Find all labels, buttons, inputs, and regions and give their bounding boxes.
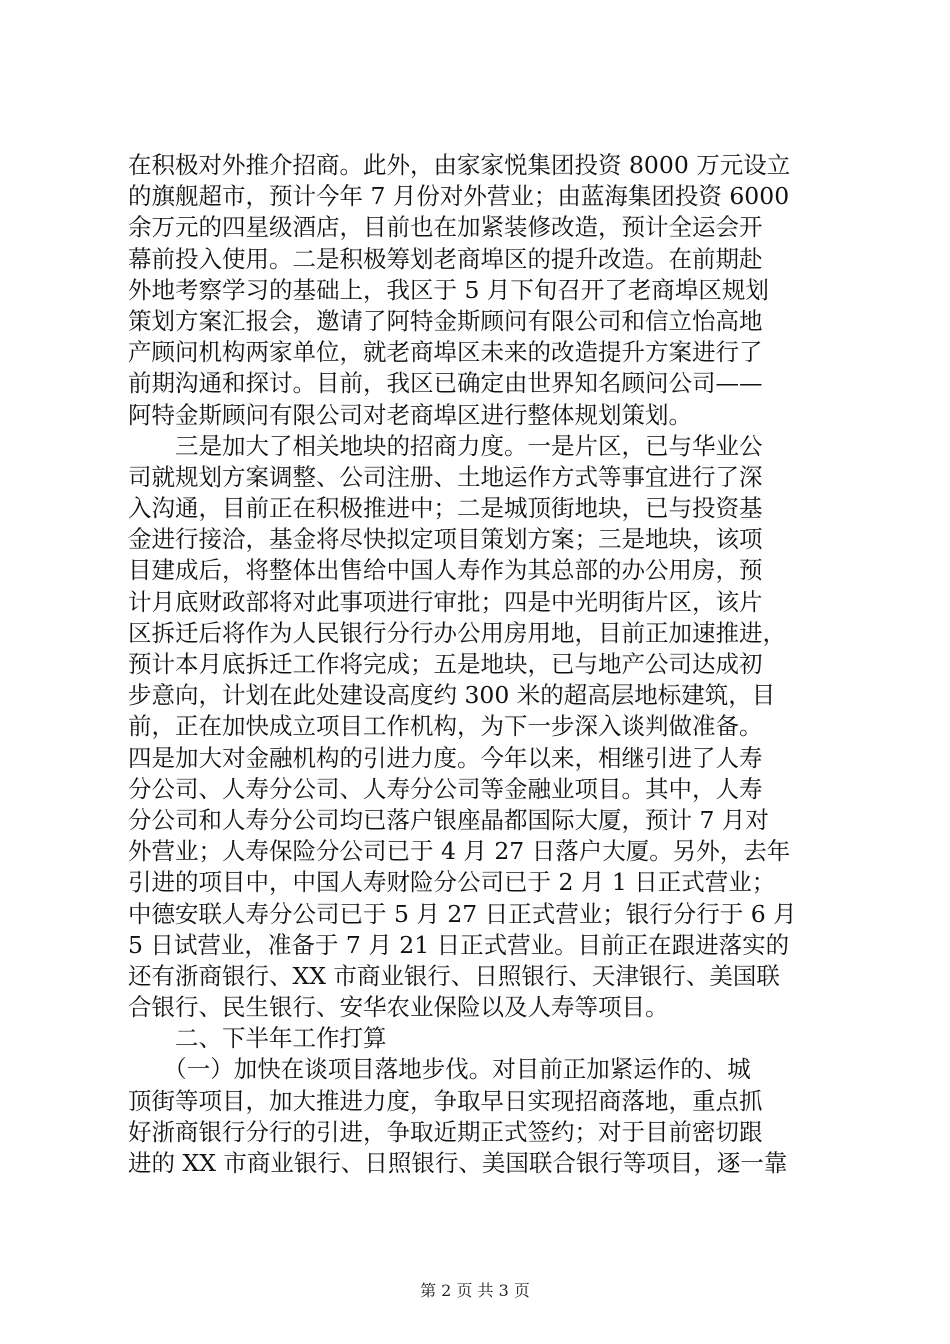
text-line: 阿特金斯顾问有限公司对老商埠区进行整体规划策划。 [128,400,692,429]
text-line: 中德安联人寿分公司已于 5 月 27 日正式营业；银行分行于 6 月 [128,899,797,928]
text-line: 司就规划方案调整、公司注册、土地运作方式等事宜进行了深 [128,462,763,491]
text-line: 合银行、民生银行、安华农业保险以及人寿等项目。 [128,993,669,1022]
text-line: 策划方案汇报会，邀请了阿特金斯顾问有限公司和信立怡高地 [128,306,763,335]
text-line: 的旗舰超市，预计今年 7 月份对外营业；由蓝海集团投资 6000 [128,182,790,211]
text-line: 预计本月底拆迁工作将完成；五是地块，已与地产公司达成初 [128,650,763,678]
text-line: 还有浙商银行、XX 市商业银行、日照银行、天津银行、美国联 [128,961,780,990]
text-line: 进的 XX 市商业银行、日照银行、美国联合银行等项目，逐一靠 [128,1149,788,1177]
text-line: 分公司、人寿分公司、人寿分公司等金融业项目。其中，人寿 [128,774,763,803]
text-line: 余万元的四星级酒店，目前也在加紧装修改造，预计全运会开 [128,213,763,242]
text-line: （一）加快在谈项目落地步伐。对目前正加紧运作的、城 [128,1055,751,1084]
text-line: 幕前投入使用。二是积极筹划老商埠区的提升改造。在前期赴 [128,244,763,273]
text-line: 目建成后，将整体出售给中国人寿作为其总部的办公用房，预 [128,556,763,585]
text-line: 好浙商银行分行的引进，争取近期正式签约；对于目前密切跟 [128,1117,763,1146]
text-line: 计月底财政部将对此事项进行审批；四是中光明街片区，该片 [128,587,763,616]
text-line: 5 日试营业，准备于 7 月 21 日正式营业。目前正在跟进落实的 [128,930,790,959]
text-line: 入沟通，目前正在积极推进中；二是城顶街地块，已与投资基 [128,494,763,523]
text-line: 引进的项目中，中国人寿财险分公司已于 2 月 1 日正式营业； [128,868,776,897]
text-line: 外地考察学习的基础上，我区于 5 月下旬召开了老商埠区规划 [128,275,769,304]
text-line: 前期沟通和探讨。目前，我区已确定由世界知名顾问公司—— [128,369,763,398]
text-line: 顶街等项目，加大推进力度，争取早日实现招商落地，重点抓 [128,1086,763,1115]
document-body [128,150,840,1179]
text-line: 三是加大了相关地块的招商力度。一是片区，已与华业公 [128,431,763,460]
text-line: 二、下半年工作打算 [128,1024,387,1053]
text-line: 外营业；人寿保险分公司已于 4 月 27 日落户大厦。另外，去年 [128,837,791,866]
text-line: 产顾问机构两家单位，就老商埠区未来的改造提升方案进行了 [128,338,763,367]
text-line: 四是加大对金融机构的引进力度。今年以来，相继引进了人寿 [128,743,763,772]
text-line: 在积极对外推介招商。此外，由家家悦集团投资 8000 万元设立 [128,151,791,179]
text-line: 区拆迁后将作为人民银行分行办公用房用地，目前正加速推进， [128,618,786,647]
text-line: 前，正在加快成立项目工作机构，为下一步深入谈判做准备。 [128,712,763,741]
page-footer: 第 2 页 共 3 页 [420,1281,530,1300]
text-line: 分公司和人寿分公司均已落户银座晶都国际大厦，预计 7 月对 [128,805,769,834]
text-line: 步意向，计划在此处建设高度约 300 米的超高层地标建筑，目 [128,681,776,710]
text-line: 金进行接洽，基金将尽快拟定项目策划方案；三是地块，该项 [128,525,763,554]
